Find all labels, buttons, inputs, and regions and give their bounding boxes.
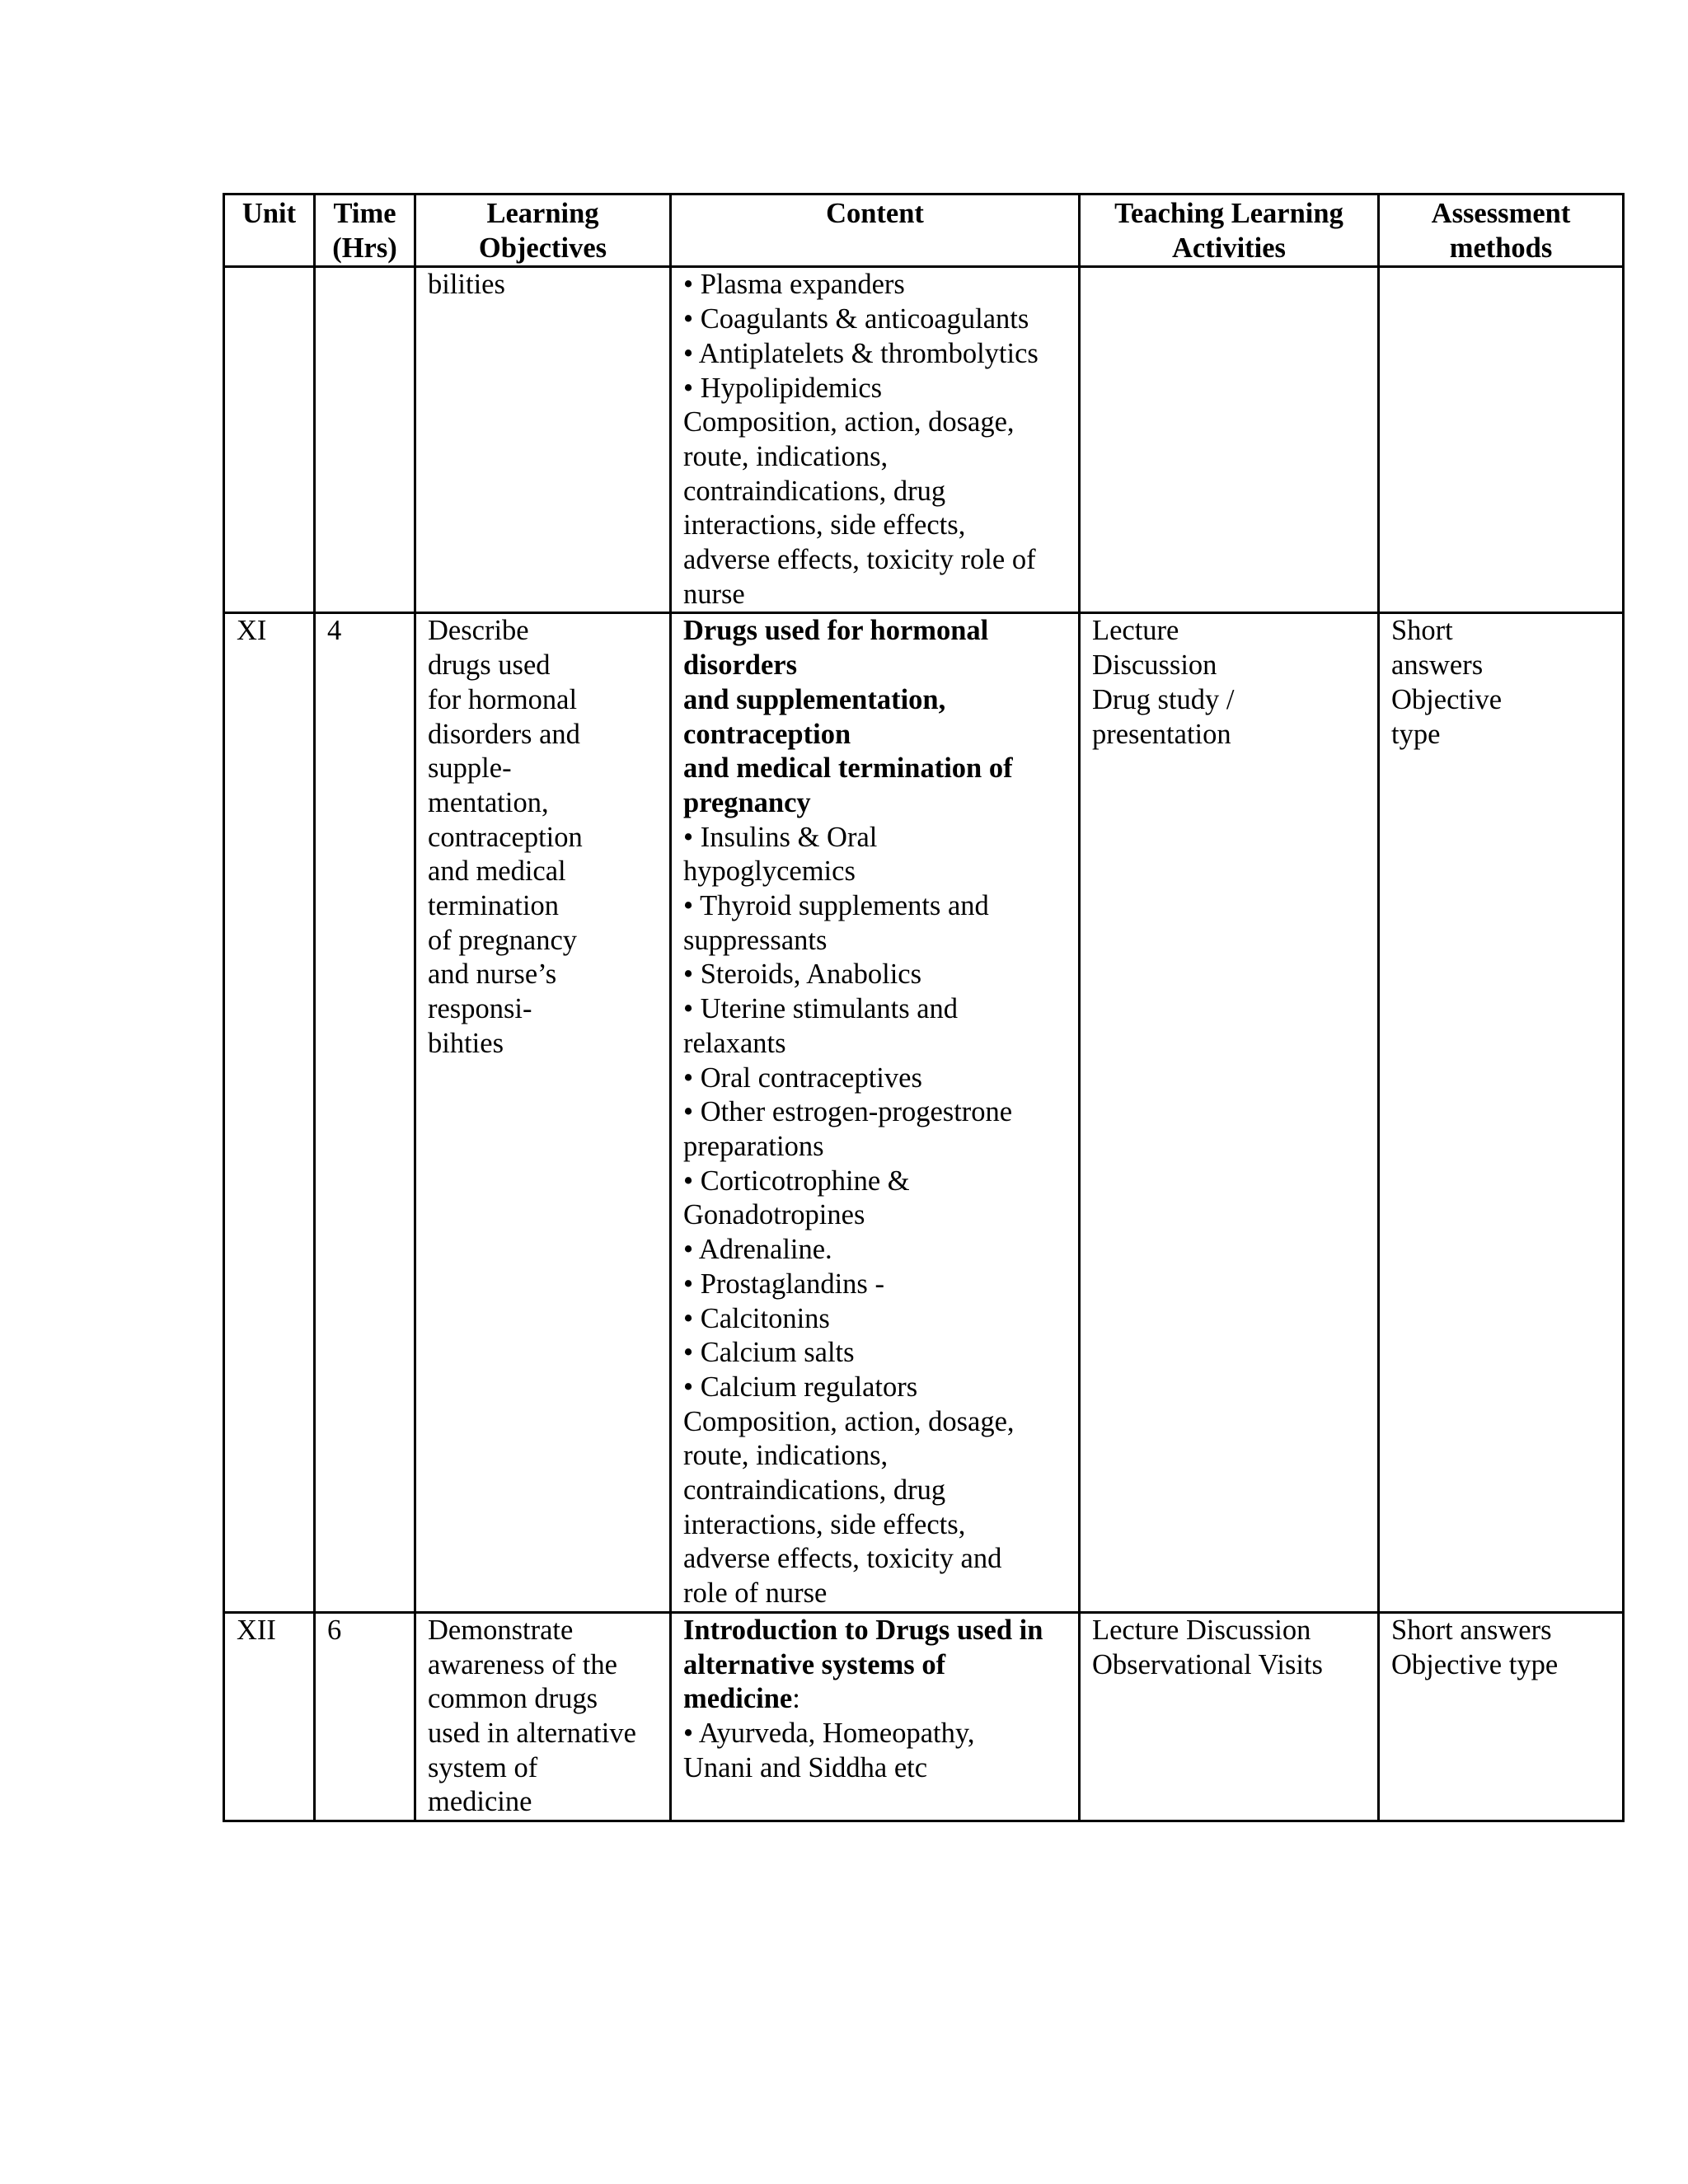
text-line: Objective — [1391, 683, 1503, 715]
text-line: • Hypolipidemics — [683, 372, 883, 404]
text-line: route, indications, — [683, 1440, 889, 1472]
header-time: Time (Hrs) — [315, 194, 415, 267]
header-unit: Unit — [224, 194, 315, 267]
text-line: Objective type — [1391, 1648, 1559, 1680]
text-line: system of — [428, 1751, 538, 1783]
text-line: relaxants — [683, 1027, 786, 1059]
cell-time: 4 — [315, 613, 415, 1612]
text-line: contraception — [428, 821, 583, 853]
text-line: used in alternative — [428, 1717, 636, 1749]
text-line: • Antiplatelets & thrombolytics — [683, 337, 1039, 369]
text-line: and medical termination of — [683, 752, 1013, 785]
content-heading-suffix: : — [792, 1683, 800, 1715]
text-line: Discussion — [1092, 649, 1217, 682]
cell-unit — [224, 267, 315, 613]
text-line: disorders and — [428, 718, 580, 750]
cell-activities — [1080, 267, 1379, 613]
cell-assessment — [1379, 267, 1624, 613]
text-line: mentation, — [428, 786, 549, 818]
content-list — [683, 1717, 1067, 1785]
text-line: alternative systems of — [683, 1648, 946, 1680]
text-line: pregnancy — [683, 786, 811, 818]
text-line: common drugs — [428, 1683, 598, 1715]
text-line: suppressants — [683, 924, 828, 956]
text-line: • Calcium salts — [683, 1337, 855, 1369]
text-line: interactions, side effects, — [683, 509, 966, 541]
cell-time: 6 — [315, 1612, 415, 1821]
text-line: Introduction to Drugs used in — [683, 1614, 1043, 1646]
header-assessment-methods: Assessment methods — [1379, 194, 1624, 267]
text-line: contraindications, drug — [683, 475, 946, 507]
text-line: nurse — [683, 578, 745, 610]
table-row — [224, 267, 1624, 613]
text-line: contraindications, drug — [683, 1474, 946, 1507]
text-line: • Prostaglandins - — [683, 1268, 884, 1300]
table-row — [224, 613, 1624, 1612]
cell-content — [671, 613, 1080, 1612]
text-line: role of nurse — [683, 1577, 828, 1610]
text-line: Composition, action, dosage, — [683, 1405, 1015, 1437]
text-line: • Other estrogen-progestrone — [683, 1096, 1013, 1128]
text-line: adverse effects, toxicity and — [683, 1543, 1002, 1575]
text-line: contraception — [683, 718, 851, 750]
text-line: termination — [428, 890, 560, 922]
header-content: Content — [671, 194, 1080, 267]
text-line: awareness of the — [428, 1648, 617, 1680]
text-line: Describe — [428, 615, 529, 647]
text-line: Short answers — [1391, 1614, 1552, 1646]
text-line: bilities — [428, 269, 505, 301]
text-line: presentation — [1092, 718, 1231, 750]
cell-content — [671, 267, 1080, 613]
content-list — [683, 821, 1067, 1611]
text-line: Short — [1391, 615, 1453, 647]
cell-assessment — [1379, 1612, 1624, 1821]
cell-unit: XII — [224, 1612, 315, 1821]
text-line: Composition, action, dosage, — [683, 406, 1015, 438]
text-line: hypoglycemics — [683, 855, 856, 888]
text-line: drugs used — [428, 649, 551, 682]
cell-objectives — [415, 267, 671, 613]
text-line: Gonadotropines — [683, 1199, 865, 1231]
text-line: • Ayurveda, Homeopathy, — [683, 1717, 975, 1749]
syllabus-table — [223, 193, 1625, 1822]
text-line: Demonstrate — [428, 1614, 574, 1646]
text-line: supple- — [428, 752, 512, 785]
text-line: • Calcium regulators — [683, 1371, 918, 1403]
text-line: route, indications, — [683, 440, 889, 472]
text-line: Lecture — [1092, 615, 1179, 647]
text-line: Drug study / — [1092, 683, 1235, 715]
text-line: • Insulins & Oral — [683, 821, 878, 853]
table-header-row — [224, 194, 1624, 267]
text-line: • Corticotrophine & — [683, 1165, 910, 1197]
text-line: • Steroids, Anabolics — [683, 958, 922, 991]
text-line: answers — [1391, 649, 1484, 682]
text-line: • Thyroid supplements and — [683, 890, 989, 922]
text-line: • Uterine stimulants and — [683, 993, 959, 1025]
text-line: preparations — [683, 1130, 824, 1162]
header-teaching-learning-activities: Teaching Learning Activities — [1080, 194, 1379, 267]
text-line: disorders — [683, 649, 797, 682]
cell-content — [671, 1612, 1080, 1821]
text-line: bihties — [428, 1027, 504, 1059]
cell-objectives — [415, 1612, 671, 1821]
text-line: interactions, side effects, — [683, 1508, 966, 1540]
text-line: Unani and Siddha etc — [683, 1751, 928, 1783]
text-line: and medical — [428, 855, 566, 888]
cell-activities — [1080, 1612, 1379, 1821]
content-heading-last-bold: medicine — [683, 1683, 793, 1715]
text-line: Observational Visits — [1092, 1648, 1323, 1680]
header-learning-objectives: Learning Objectives — [415, 194, 671, 267]
text-line: • Adrenaline. — [683, 1234, 832, 1266]
text-line: adverse effects, toxicity role of — [683, 544, 1036, 576]
text-line: medicine — [428, 1786, 532, 1818]
text-line: type — [1391, 718, 1441, 750]
cell-activities — [1080, 613, 1379, 1612]
text-line: and supplementation, — [683, 683, 946, 715]
text-line: • Oral contraceptives — [683, 1062, 922, 1094]
text-line: and nurse’s — [428, 958, 557, 991]
cell-objectives — [415, 613, 671, 1612]
content-heading-last — [683, 1682, 1067, 1717]
text-line: Lecture Discussion — [1092, 1614, 1311, 1646]
text-line: responsi- — [428, 993, 532, 1025]
cell-assessment — [1379, 613, 1624, 1612]
text-line: • Plasma expanders — [683, 269, 905, 301]
text-line: • Coagulants & anticoagulants — [683, 303, 1029, 335]
text-line: Drugs used for hormonal — [683, 615, 989, 647]
content-heading — [683, 614, 1067, 820]
text-line: for hormonal — [428, 683, 578, 715]
cell-unit: XI — [224, 613, 315, 1612]
content-heading — [683, 1614, 1067, 1682]
text-line: of pregnancy — [428, 924, 578, 956]
table-row — [224, 1612, 1624, 1821]
cell-time — [315, 267, 415, 613]
text-line: • Calcitonins — [683, 1302, 830, 1334]
